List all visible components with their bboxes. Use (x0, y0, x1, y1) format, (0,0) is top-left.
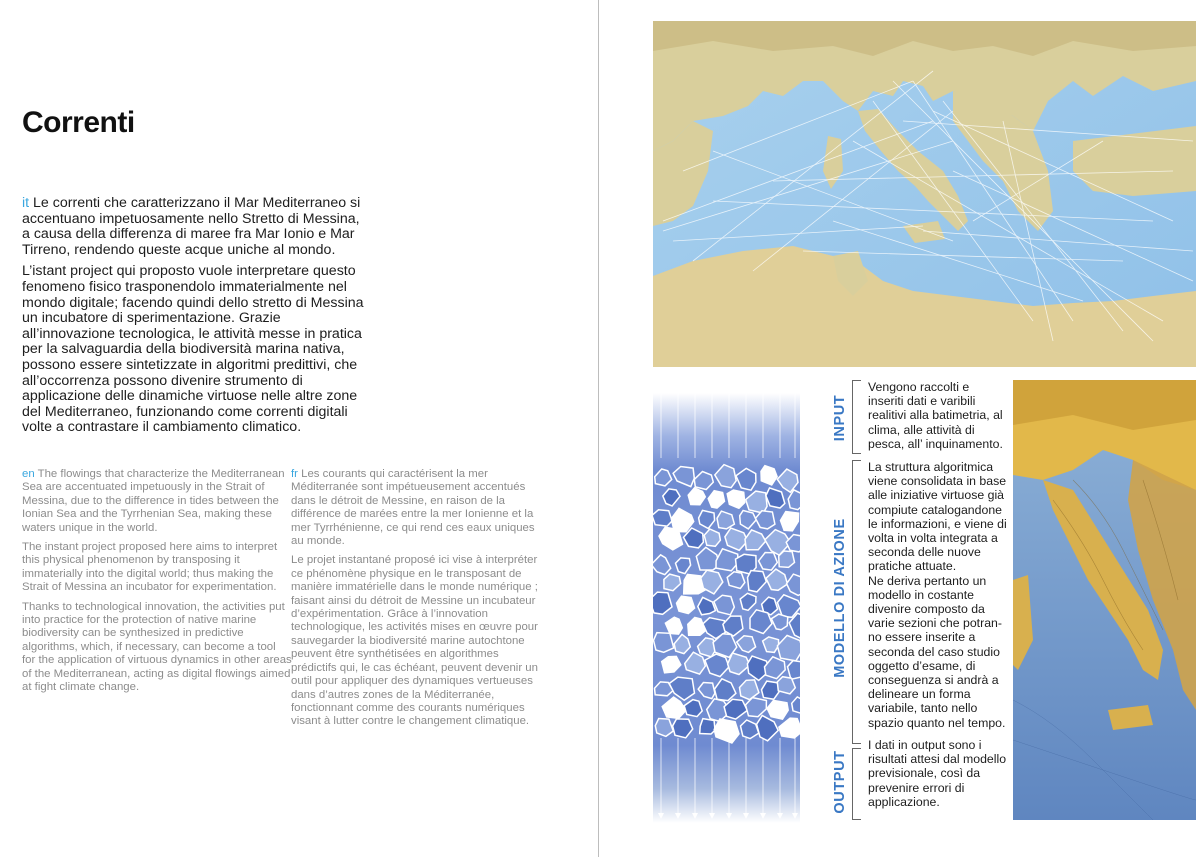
diagram-labels (820, 380, 860, 820)
flow-cell (745, 530, 766, 550)
flow-cell (737, 636, 756, 653)
flow-cell (685, 652, 706, 674)
flow-cell (759, 553, 778, 571)
flow-cell (746, 491, 767, 513)
flow-cell (728, 653, 750, 675)
french-p1-text: Les courants qui caractérisent la mer Méditerranée sont impétueusement accentués dans le détroit de Messine, en raison de la différence de marées entre la mer Ionienne et la mer Tyrrhénienne, ce qui rend ces eaux uniques au monde. (291, 468, 535, 548)
model-text-1: La struttura algoritmica viene consolidata in base alle iniziative virtuose già compiute catalogandone le informazioni, e viene di volta in volta integrata a seconda delle nuove pratiche attuate. (868, 460, 1007, 574)
flow-cell (746, 698, 767, 717)
flow-cell (665, 617, 682, 634)
page-title: Correnti (22, 106, 135, 139)
flow-cell (766, 488, 785, 508)
digital-flow-graphic (653, 393, 800, 823)
flow-cell (779, 551, 795, 567)
flow-cell (653, 592, 672, 614)
flow-cell (756, 511, 775, 529)
flow-cell (662, 656, 681, 672)
flow-cell (664, 574, 681, 591)
output-label: OUTPUT (832, 750, 848, 814)
flow-cell (654, 633, 674, 653)
flow-cell (741, 720, 759, 739)
italy-relief-map (1013, 380, 1196, 820)
flow-cell (714, 595, 734, 615)
flow-cell (717, 511, 734, 529)
flow-cell (736, 468, 756, 490)
lang-tag-it: it (22, 195, 30, 211)
flow-cell (676, 558, 691, 574)
flow-cell (688, 488, 705, 505)
italian-paragraph-1 (22, 196, 367, 258)
flow-cell (653, 510, 672, 526)
output-description (868, 738, 1008, 809)
flow-cell (766, 569, 788, 590)
flow-cell (777, 635, 800, 661)
flow-cell (779, 718, 800, 738)
english-p1-text: The flowings that characterize the Mediterranean Sea are accentuated impetuously in the Strait of Messina, due to the difference in tides between the Ionian Sea and the Tyrrhenian Sea, making these waters unique in the world. (22, 468, 285, 534)
french-paragraph-2: Le projet instantané proposé ici vise à interpréter ce phénomène physique en le transposant de manière immatérielle dans le monde numérique ; faisant ainsi du détroit de Messine un incubateur d’expérimentation. Grâce à l’innovation technologique, les activités mises en œuvre pour sauvegarder la biodiversité marine autochtone peuvent être synthétisées en algorithmes prédictifs qui, le cas échéant, peuvent devenir un outil pour appliquer des dynamiques vertueuses dans d’autres zones de la Méditerranée, fonctionnant comme des courants numériques visant à lutter contre le changement climatique. (291, 554, 538, 728)
flow-cell (781, 512, 799, 531)
output-text: I dati in output sono i risultati attesi dal modello previsionale, così da prevenire errori di applicazione. (868, 738, 1007, 809)
flow-cell (662, 697, 686, 718)
italian-p1-text: Le correnti che caratterizzano il Mar Mediterraneo si accentuano impetuosamente nello Stretto di Messina, a causa della differenza di maree fra Mar Ionio e Mar Tirreno, rendendo queste acque uniche al mondo. (22, 195, 361, 258)
model-bracket (852, 460, 861, 744)
flow-cell (727, 490, 745, 508)
flow-cell (767, 700, 788, 719)
mediterranean-map (653, 21, 1196, 367)
cell-pattern (653, 465, 800, 743)
lang-tag-fr: fr (291, 468, 298, 480)
page-divider (598, 0, 599, 857)
french-column (291, 468, 546, 735)
flow-cell (725, 528, 748, 550)
flow-cell (761, 466, 777, 485)
flow-cell (715, 465, 736, 488)
flow-cell (659, 527, 683, 550)
flow-cell (708, 491, 724, 508)
model-text-2: Ne deriva pertanto un modello in costante divenire composto da varie sezioni che potran-no essere inserite a seconda del caso studio oggetto d’esame, di conseguenza si andrà a delineare un forma variabile, tanto nello spazio quanto nel tempo. (868, 573, 1006, 730)
arrow-heads (658, 813, 798, 819)
model-description (868, 460, 1008, 730)
flow-cell (714, 719, 739, 743)
flow-cell (674, 634, 690, 653)
flow-cell (663, 489, 680, 506)
flow-cell (771, 614, 787, 630)
flow-cell (788, 661, 801, 680)
flow-cell (786, 535, 800, 552)
flow-cell (740, 680, 759, 700)
lang-tag-en: en (22, 468, 35, 480)
flow-cell (757, 716, 779, 741)
flow-cell (750, 610, 772, 634)
english-paragraph-2: The instant project proposed here aims to interpret this physical phenomenon by transposing it immaterially into the digital world; thus making the Strait of Messina an incubator for experimentation. (22, 541, 278, 594)
flow-cell (655, 469, 672, 486)
italian-paragraph-2: L’istant project qui proposto vuole interpretare questo fenomeno fisico trasponendolo immaterialmente nel mondo digitale; facendo quindi dello stretto di Messina un incubatore di sperimentazione. Grazie all’innovazione tecnologica, le attività messe in pratica per la salvaguardia della biodiversità marina nativa, possono essere sintetizzate in algoritmi predittivi, che all’occorrenza possono divenire strumento di applicazione delle dinamiche virtuose nelle altre zone del Mediterraneo, funzionando come correnti digitali volte a contrastare il cambiamento climatico. (22, 263, 364, 436)
flow-cell (777, 677, 795, 694)
flow-cell (763, 637, 779, 653)
flow-cell (655, 719, 673, 737)
flow-cell (715, 679, 736, 701)
italian-text (22, 196, 367, 442)
flow-cell (700, 719, 715, 734)
flow-cell (694, 472, 713, 490)
flow-cell (698, 597, 716, 614)
italy-relief-map-image (1013, 380, 1196, 820)
flow-cell (704, 529, 720, 546)
flow-cell (673, 719, 693, 738)
english-paragraph-1 (22, 468, 292, 535)
flow-cell (727, 572, 745, 589)
input-label: INPUT (832, 394, 848, 442)
english-paragraph-3: Thanks to technological innovation, the activities put into practice for the protection of native marine biodiversity can be synthesized in predictive algorithms, which, if necessary, can become a tool for the application of virtuous dynamics in other areas of the Mediterranean, acting as digital flowings aimed at fight climate change. (22, 600, 292, 694)
english-column (22, 468, 292, 701)
input-bracket (852, 380, 861, 454)
flow-cell (724, 699, 747, 719)
flow-cell (688, 618, 706, 636)
flow-cell (777, 469, 798, 492)
flow-cell (699, 510, 715, 528)
flow-cell (673, 467, 694, 487)
model-label: MODELLO DI AZIONE (832, 518, 848, 678)
flow-cell (723, 616, 743, 636)
flow-cell (748, 571, 767, 592)
flow-cell (705, 654, 729, 677)
flow-cell (765, 657, 786, 679)
flow-cell (653, 555, 671, 575)
input-text: Vengono raccolti e inseriti dati e varibili realitivi alla batimetria, al clima, alle attività di pesca, all’ inquinamento. (868, 380, 1003, 451)
flow-cell (792, 697, 800, 714)
flow-cells-graphic (653, 393, 800, 823)
mediterranean-map-image (653, 21, 1196, 367)
input-description (868, 380, 1008, 451)
flow-cell (677, 596, 695, 613)
flow-cell (740, 511, 757, 529)
flow-cell (684, 700, 702, 717)
flow-cell (787, 574, 800, 595)
flow-cell (740, 593, 756, 610)
flow-cell (716, 549, 738, 571)
flow-cell (698, 683, 715, 699)
output-bracket (852, 748, 861, 820)
french-paragraph-1 (291, 468, 546, 548)
